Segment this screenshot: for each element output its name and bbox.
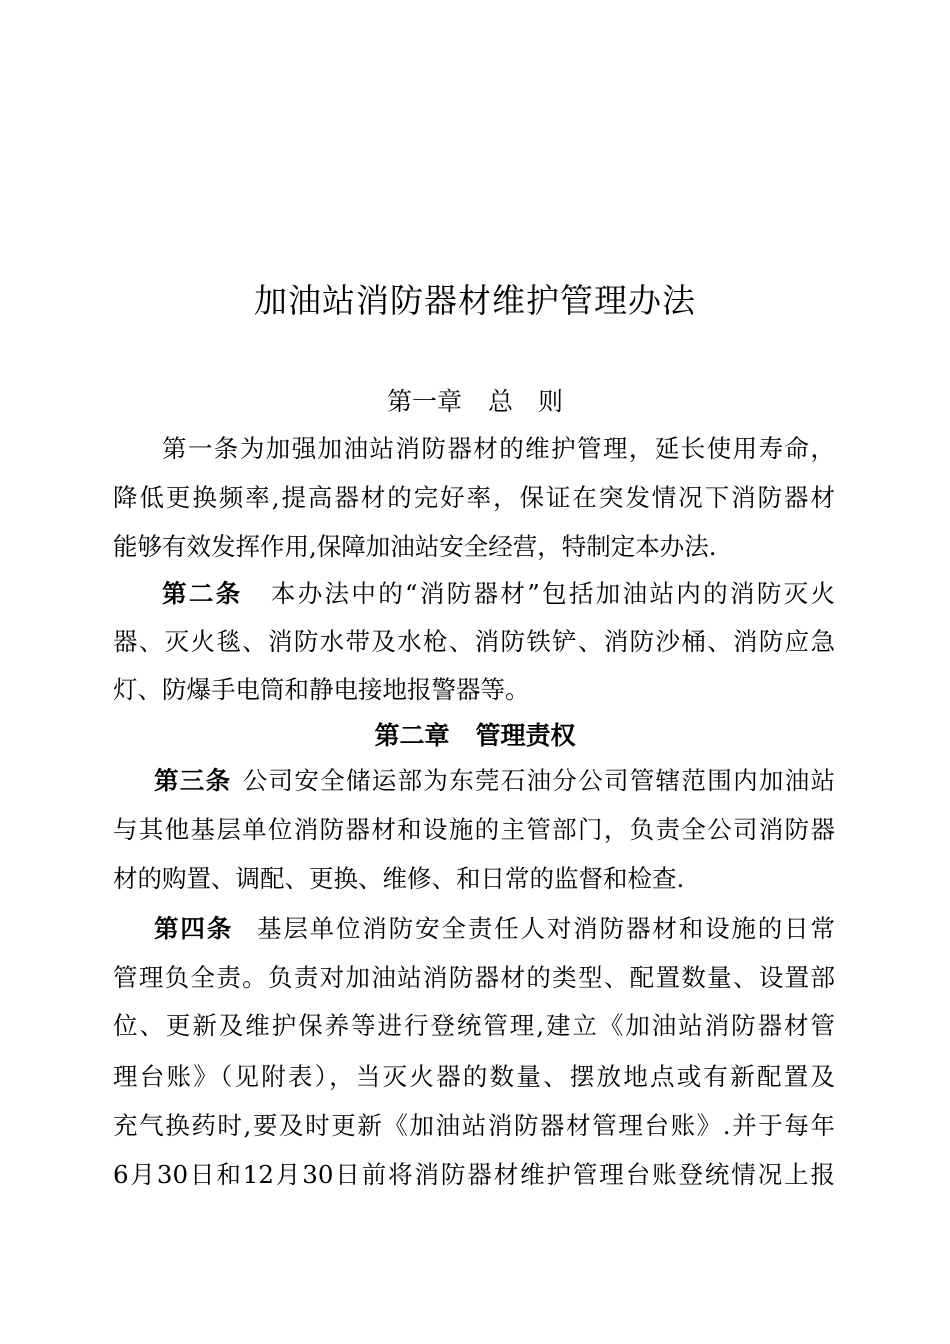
article-4-label: 第四条 xyxy=(154,914,234,943)
chapter-1-heading xyxy=(0,384,950,420)
article-3-line-2: 与其他基层单位消防器材和设施的主管部门，负责全公司消防器 xyxy=(113,815,835,844)
article-4-line-6: 6月30日和12月30日前将消防器材维护管理台账登统情况上报 xyxy=(113,1160,835,1189)
article-1-line-1: 第一条为加强加油站消防器材的维护管理，延长使用寿命， xyxy=(162,434,835,463)
article-4-text: 基层单位消防安全责任人对消防器材和设施的日常 xyxy=(255,914,836,943)
article-2-line-2: 器、灭火毯、消防水带及水枪、消防铁铲、消防沙桶、消防应急 xyxy=(113,627,835,656)
chapter-2-name: 管理责权 xyxy=(475,721,576,750)
article-3-text: 公司安全储运部为东莞石油分公司管辖范围内加油站 xyxy=(241,766,836,795)
document-title: 加油站消防器材维护管理办法 xyxy=(254,281,696,320)
article-4-line-5: 充气换药时,要及时更新《加油站消防器材管理台账》.并于每年 xyxy=(113,1111,835,1140)
article-4-line-4: 理台账》（见附表），当灭火器的数量、摆放地点或有新配置及 xyxy=(113,1062,835,1091)
article-3-line-1 xyxy=(154,761,835,801)
article-2-text: 本办法中的“消防器材”包括加油站内的消防灭火 xyxy=(268,579,835,608)
article-2-line-1 xyxy=(162,574,835,614)
chapter-2-number: 第二章 xyxy=(374,721,450,750)
article-4-line-1 xyxy=(154,909,835,949)
article-1-line-2: 降低更换频率,提高器材的完好率，保证在突发情况下消防器材 xyxy=(113,483,835,512)
chapter-1-number: 第一章 xyxy=(386,387,462,416)
chapter-2-heading xyxy=(0,718,950,754)
article-3-line-3: 材的购置、调配、更换、维修、和日常的监督和检查. xyxy=(113,864,685,893)
article-4-line-2: 管理负全责。负责对加油站消防器材的类型、配置数量、设置部 xyxy=(113,963,835,992)
article-4-line-3: 位、更新及维护保养等进行登统管理,建立《加油站消防器材管 xyxy=(113,1011,835,1040)
article-3-label: 第三条 xyxy=(154,766,232,795)
article-1-line-3: 能够有效发挥作用,保障加油站安全经营，特制定本办法. xyxy=(113,532,717,561)
article-2-label: 第二条 xyxy=(162,579,243,608)
chapter-1-name: 总 则 xyxy=(488,387,564,416)
article-2-line-3: 灯、防爆手电筒和静电接地报警器等。 xyxy=(113,675,530,704)
